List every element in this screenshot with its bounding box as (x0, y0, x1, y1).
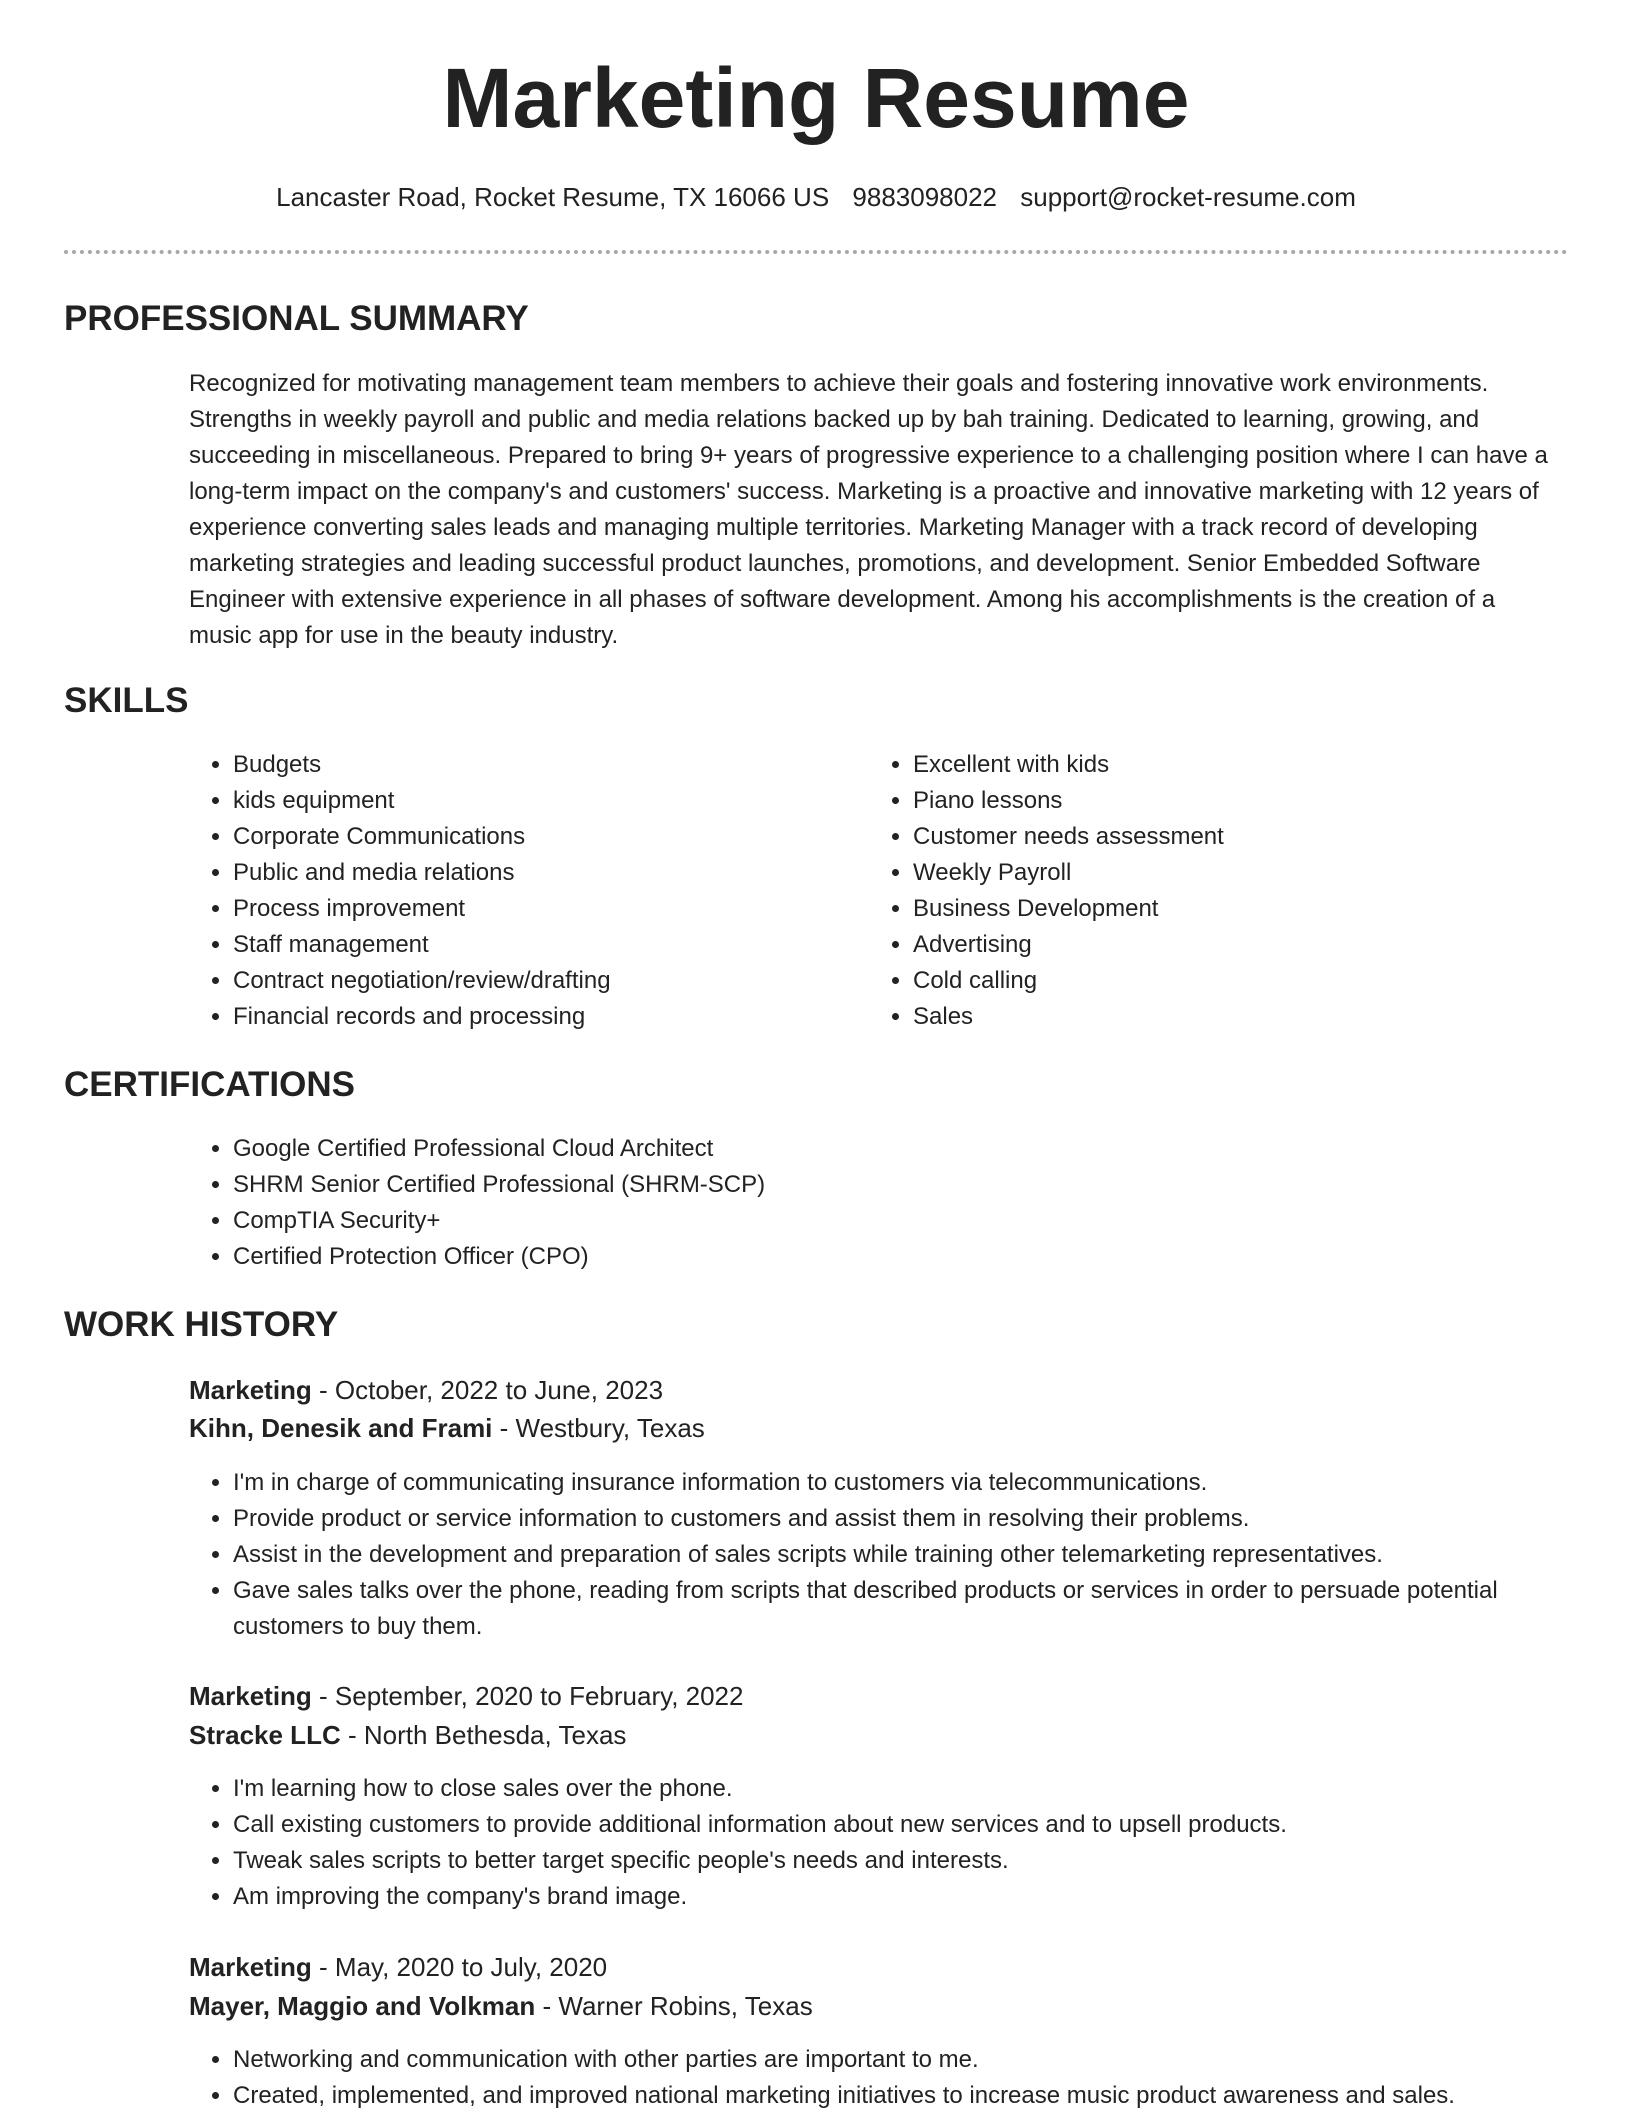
job-bullets (189, 2042, 1603, 2114)
job-bullet: • Created, implemented, and improved national marketing initiatives to increase music product awareness and sales. (233, 2078, 1603, 2114)
job-bullet: • I'm learning how to close sales over the phone. (233, 1771, 1603, 1807)
job-bullets (189, 1465, 1603, 1645)
skill-item: • Business Development (913, 891, 1533, 927)
certification-item: • CompTIA Security+ (233, 1203, 1603, 1239)
job-location: - North Bethesda, Texas (340, 1720, 627, 1750)
job-bullet: • Provide product or service information to customers and assist them in resolving their problems. (233, 1501, 1603, 1537)
skill-item: • Advertising (913, 927, 1533, 963)
job-company: Stracke LLC (189, 1720, 341, 1750)
skill-item: • Customer needs assessment (913, 819, 1533, 855)
job-role: Marketing (189, 1952, 312, 1982)
header-divider (64, 250, 1568, 254)
job-bullet: • Networking and communication with other parties are important to me. (233, 2042, 1603, 2078)
skill-item: • Excellent with kids (913, 747, 1533, 783)
skills-list-right (869, 747, 1533, 1035)
job-dates: - May, 2020 to July, 2020 (311, 1952, 608, 1982)
job-company-line (189, 1716, 626, 1754)
summary-text: Recognized for motivating management team members to achieve their goals and fostering innovative work environments. Strengths in weekly payroll and public and media relations backed up by bah training. Dedicated to learning, growing, and succeeding in miscellaneous. Prepared to bring 9+ years of progressive experience to a challenging position where I can have a long-term impact on the company's and customers' success. Marketing is a proactive and innovative marketing with 12 years of experience converting sales leads and managing multiple territories. Marketing Manager with a track record of developing marketing strategies and leading successful product launches, promotions, and development. Senior Embedded Software Engineer with extensive experience in all phases of software development. Among his accomplishments is the creation of a music app for use in the beauty industry. (189, 370, 1548, 649)
skill-item: • Public and media relations (233, 855, 853, 891)
skill-item: • Financial records and processing (233, 999, 853, 1035)
skill-item: • Budgets (233, 747, 853, 783)
job-bullet: • Assist in the development and preparation of sales scripts while training other telemarketing representatives. (233, 1537, 1603, 1573)
skill-item: • Piano lessons (913, 783, 1533, 819)
job-title-line (189, 1677, 743, 1715)
job-bullet: • Gave sales talks over the phone, reading from scripts that described products or services in order to persuade potential customers to buy them. (233, 1573, 1603, 1645)
certification-item: • Google Certified Professional Cloud Architect (233, 1131, 1603, 1167)
job-title-line (189, 1371, 663, 1409)
job-company-line (189, 1987, 813, 2025)
contact-address: Lancaster Road, Rocket Resume, TX 16066 US (276, 182, 830, 212)
job-dates: - October, 2022 to June, 2023 (311, 1375, 664, 1405)
skill-item: • Cold calling (913, 963, 1533, 999)
section-title-certifications: CERTIFICATIONS (64, 1065, 356, 1104)
job-role: Marketing (189, 1681, 312, 1711)
job-company-line (189, 1409, 705, 1447)
skill-item: • Sales (913, 999, 1533, 1035)
job-location: - Warner Robins, Texas (535, 1991, 813, 2021)
skill-item: • kids equipment (233, 783, 853, 819)
contact-phone: 9883098022 (852, 182, 998, 212)
certification-item: • Certified Protection Officer (CPO) (233, 1239, 1603, 1275)
job-role: Marketing (189, 1375, 312, 1405)
skills-list-left (189, 747, 853, 1035)
job-company: Kihn, Denesik and Frami (189, 1413, 493, 1443)
skill-item: • Staff management (233, 927, 853, 963)
job-bullet: • Tweak sales scripts to better target specific people's needs and interests. (233, 1843, 1603, 1879)
section-title-summary: PROFESSIONAL SUMMARY (64, 299, 529, 338)
certification-item: • SHRM Senior Certified Professional (SHRM-SCP) (233, 1167, 1603, 1203)
job-company: Mayer, Maggio and Volkman (189, 1991, 536, 2021)
job-title-line (189, 1948, 607, 1986)
skill-item: • Weekly Payroll (913, 855, 1533, 891)
contact-email: support@rocket-resume.com (1020, 182, 1356, 212)
contact-line (0, 182, 1632, 213)
job-location: - Westbury, Texas (492, 1413, 705, 1443)
skill-item: • Contract negotiation/review/drafting (233, 963, 853, 999)
section-title-skills: SKILLS (64, 681, 189, 720)
job-bullets (189, 1771, 1603, 1915)
skill-item: • Process improvement (233, 891, 853, 927)
job-dates: - September, 2020 to February, 2022 (311, 1681, 744, 1711)
job-bullet: • Am improving the company's brand image. (233, 1879, 1603, 1915)
resume-title: Marketing Resume (442, 51, 1190, 145)
job-bullet: • I'm in charge of communicating insurance information to customers via telecommunications. (233, 1465, 1603, 1501)
section-title-work-history: WORK HISTORY (64, 1305, 339, 1344)
certifications-list (189, 1131, 1603, 1275)
skill-item: • Corporate Communications (233, 819, 853, 855)
job-bullet: • Call existing customers to provide additional information about new services and to upsell products. (233, 1807, 1603, 1843)
